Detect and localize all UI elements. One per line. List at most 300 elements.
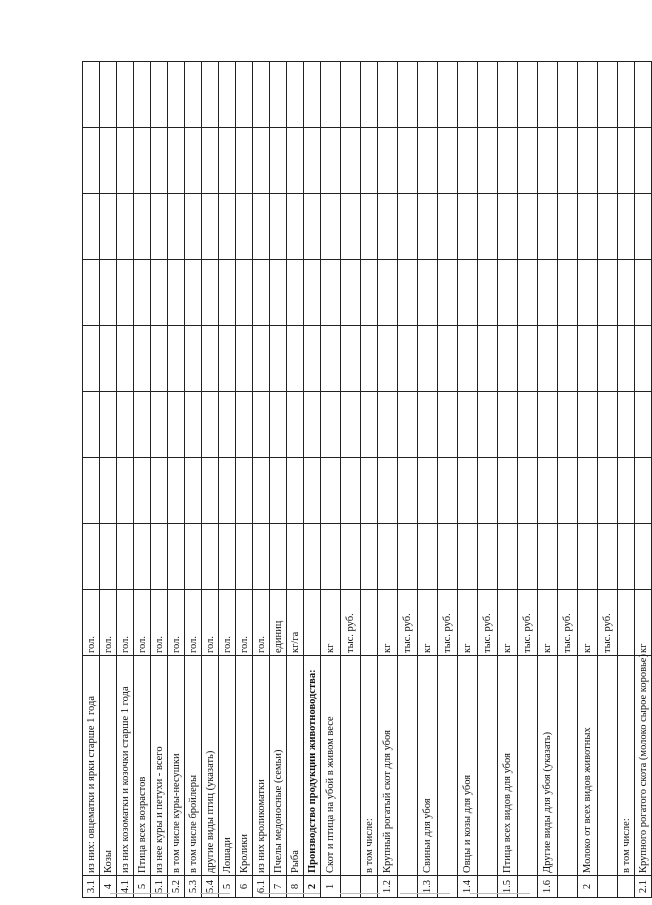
row-unit [361, 590, 378, 656]
table-row [418, 62, 438, 898]
value-cell [498, 392, 518, 458]
value-cell [253, 326, 270, 392]
value-cell [202, 194, 219, 260]
value-cell [618, 392, 635, 458]
value-cell [341, 128, 361, 194]
value-cell [100, 524, 117, 590]
value-cell [361, 524, 378, 590]
row-name: Птица всех возрастов [134, 656, 151, 876]
value-cell [598, 128, 618, 194]
row-unit: гол. [253, 590, 270, 656]
row-name: Крупного рогатого скота (молоко сырое коровье) [635, 656, 652, 876]
value-cell [478, 62, 498, 128]
table-row [287, 62, 304, 898]
value-cell [398, 194, 418, 260]
row-number [598, 876, 618, 898]
row-name: в том числе: [618, 656, 635, 876]
value-cell [202, 392, 219, 458]
table-row [618, 62, 635, 898]
row-number: 1.2 [378, 876, 398, 898]
value-cell [253, 458, 270, 524]
row-number: 5.2 [168, 876, 185, 898]
row-unit: единиц [270, 590, 287, 656]
value-cell [341, 392, 361, 458]
table-row [134, 62, 151, 898]
scan-artifact [340, 893, 380, 894]
value-cell [458, 260, 478, 326]
row-unit: тыс. руб. [341, 590, 361, 656]
value-cell [538, 524, 558, 590]
value-cell [635, 260, 652, 326]
value-cell [185, 326, 202, 392]
value-cell [321, 128, 341, 194]
value-cell [635, 524, 652, 590]
row-unit [618, 590, 635, 656]
row-unit: кг/га [287, 590, 304, 656]
value-cell [304, 524, 321, 590]
value-cell [578, 326, 598, 392]
value-cell [304, 392, 321, 458]
value-cell [378, 128, 398, 194]
row-number: 4.1 [117, 876, 134, 898]
row-number: 1.6 [538, 876, 558, 898]
value-cell [598, 458, 618, 524]
row-name: Производство продукции животноводства: [304, 656, 321, 876]
row-number [361, 876, 378, 898]
value-cell [438, 260, 458, 326]
row-unit: гол. [236, 590, 253, 656]
value-cell [478, 392, 498, 458]
row-name: Другие виды для убоя (указать) [538, 656, 558, 876]
value-cell [219, 128, 236, 194]
value-cell [287, 194, 304, 260]
table-row [185, 62, 202, 898]
value-cell [270, 458, 287, 524]
value-cell [478, 260, 498, 326]
value-cell [236, 260, 253, 326]
value-cell [598, 326, 618, 392]
value-cell [635, 128, 652, 194]
value-cell [438, 62, 458, 128]
row-name: Рыба [287, 656, 304, 876]
row-number [558, 876, 578, 898]
row-name: в том числе бройлеры [185, 656, 202, 876]
value-cell [558, 326, 578, 392]
value-cell [378, 524, 398, 590]
value-cell [117, 326, 134, 392]
value-cell [253, 524, 270, 590]
value-cell [618, 524, 635, 590]
value-cell [378, 62, 398, 128]
value-cell [304, 326, 321, 392]
value-cell [341, 524, 361, 590]
value-cell [134, 128, 151, 194]
row-unit: кг [635, 590, 652, 656]
value-cell [236, 524, 253, 590]
value-cell [185, 194, 202, 260]
value-cell [100, 458, 117, 524]
row-unit: гол. [151, 590, 168, 656]
table-row [321, 62, 341, 898]
row-unit: тыс. руб. [478, 590, 498, 656]
row-unit: гол. [117, 590, 134, 656]
table-row [83, 62, 100, 898]
value-cell [270, 62, 287, 128]
value-cell [168, 260, 185, 326]
row-number [518, 876, 538, 898]
row-name [341, 656, 361, 876]
value-cell [168, 128, 185, 194]
table-row [304, 62, 321, 898]
table-row [378, 62, 398, 898]
value-cell [538, 128, 558, 194]
value-cell [270, 326, 287, 392]
value-cell [518, 458, 538, 524]
value-cell [518, 128, 538, 194]
value-cell [270, 524, 287, 590]
row-unit: тыс. руб. [438, 590, 458, 656]
row-name: в том числе куры-несушки [168, 656, 185, 876]
value-cell [378, 194, 398, 260]
value-cell [83, 326, 100, 392]
value-cell [578, 260, 598, 326]
value-cell [287, 458, 304, 524]
value-cell [100, 326, 117, 392]
value-cell [438, 194, 458, 260]
value-cell [538, 392, 558, 458]
row-name: Скот и птица на убой в живом весе [321, 656, 341, 876]
value-cell [635, 392, 652, 458]
value-cell [236, 128, 253, 194]
row-number: 7 [270, 876, 287, 898]
value-cell [578, 392, 598, 458]
value-cell [287, 326, 304, 392]
scan-artifact [110, 893, 170, 894]
value-cell [398, 128, 418, 194]
value-cell [321, 326, 341, 392]
value-cell [518, 524, 538, 590]
table-row [538, 62, 558, 898]
value-cell [117, 392, 134, 458]
value-cell [341, 326, 361, 392]
value-cell [478, 194, 498, 260]
value-cell [168, 194, 185, 260]
value-cell [518, 260, 538, 326]
value-cell [253, 392, 270, 458]
value-cell [185, 392, 202, 458]
value-cell [578, 524, 598, 590]
row-name: из нее куры и петухи - всего [151, 656, 168, 876]
value-cell [321, 524, 341, 590]
value-cell [618, 194, 635, 260]
value-cell [304, 458, 321, 524]
row-number: 2 [578, 876, 598, 898]
row-number: 5 [219, 876, 236, 898]
row-number: 4 [100, 876, 117, 898]
value-cell [498, 458, 518, 524]
value-cell [100, 392, 117, 458]
value-cell [398, 392, 418, 458]
row-number: 1 [321, 876, 341, 898]
value-cell [538, 62, 558, 128]
value-cell [438, 458, 458, 524]
value-cell [321, 194, 341, 260]
value-cell [134, 260, 151, 326]
value-cell [478, 458, 498, 524]
table-row [558, 62, 578, 898]
value-cell [83, 62, 100, 128]
value-cell [321, 62, 341, 128]
value-cell [598, 392, 618, 458]
value-cell [398, 326, 418, 392]
value-cell [219, 260, 236, 326]
value-cell [304, 194, 321, 260]
row-unit: тыс. руб. [598, 590, 618, 656]
value-cell [598, 62, 618, 128]
value-cell [361, 458, 378, 524]
value-cell [287, 128, 304, 194]
value-cell [100, 194, 117, 260]
row-number: 6.1 [253, 876, 270, 898]
table-row [635, 62, 652, 898]
value-cell [598, 194, 618, 260]
value-cell [478, 524, 498, 590]
value-cell [618, 326, 635, 392]
value-cell [498, 326, 518, 392]
row-name: в том числе: [361, 656, 378, 876]
row-number: 5.1 [151, 876, 168, 898]
value-cell [361, 260, 378, 326]
value-cell [398, 524, 418, 590]
value-cell [202, 326, 219, 392]
value-cell [185, 524, 202, 590]
value-cell [117, 62, 134, 128]
row-unit: гол. [83, 590, 100, 656]
value-cell [202, 128, 219, 194]
value-cell [253, 260, 270, 326]
value-cell [287, 392, 304, 458]
value-cell [518, 392, 538, 458]
value-cell [418, 326, 438, 392]
row-unit: гол. [100, 590, 117, 656]
table-row [478, 62, 498, 898]
value-cell [361, 194, 378, 260]
rotated-page [82, 62, 649, 898]
row-number [341, 876, 361, 898]
row-number: 1.3 [418, 876, 438, 898]
value-cell [361, 62, 378, 128]
row-number [438, 876, 458, 898]
table-body [83, 62, 652, 898]
row-name: Свиньи для убоя [418, 656, 438, 876]
row-unit: тыс. руб. [558, 590, 578, 656]
value-cell [618, 458, 635, 524]
value-cell [458, 128, 478, 194]
value-cell [498, 62, 518, 128]
value-cell [458, 392, 478, 458]
value-cell [219, 392, 236, 458]
value-cell [635, 194, 652, 260]
value-cell [185, 458, 202, 524]
value-cell [202, 458, 219, 524]
table-row [270, 62, 287, 898]
value-cell [538, 260, 558, 326]
value-cell [361, 392, 378, 458]
value-cell [398, 458, 418, 524]
value-cell [558, 458, 578, 524]
value-cell [253, 128, 270, 194]
value-cell [635, 326, 652, 392]
row-name: Крупный рогатый скот для убоя [378, 656, 398, 876]
row-number: 2 [304, 876, 321, 898]
table-row [219, 62, 236, 898]
row-number: 2.1 [635, 876, 652, 898]
value-cell [100, 260, 117, 326]
value-cell [458, 194, 478, 260]
value-cell [558, 524, 578, 590]
value-cell [458, 458, 478, 524]
value-cell [100, 128, 117, 194]
value-cell [168, 62, 185, 128]
value-cell [287, 260, 304, 326]
value-cell [287, 62, 304, 128]
value-cell [598, 260, 618, 326]
value-cell [618, 128, 635, 194]
value-cell [635, 458, 652, 524]
row-unit: кг [498, 590, 518, 656]
livestock-table [82, 61, 652, 898]
row-number: 1.4 [458, 876, 478, 898]
row-name: Кролики [236, 656, 253, 876]
value-cell [151, 458, 168, 524]
value-cell [202, 524, 219, 590]
row-unit: кг [458, 590, 478, 656]
value-cell [236, 62, 253, 128]
row-number: 5 [134, 876, 151, 898]
value-cell [558, 62, 578, 128]
value-cell [151, 128, 168, 194]
value-cell [398, 260, 418, 326]
value-cell [236, 194, 253, 260]
scan-artifact [400, 893, 450, 894]
value-cell [219, 524, 236, 590]
value-cell [83, 194, 100, 260]
value-cell [151, 326, 168, 392]
value-cell [219, 62, 236, 128]
table-row [361, 62, 378, 898]
value-cell [341, 194, 361, 260]
row-name: Козы [100, 656, 117, 876]
value-cell [83, 458, 100, 524]
value-cell [418, 392, 438, 458]
value-cell [438, 392, 458, 458]
value-cell [458, 524, 478, 590]
value-cell [117, 458, 134, 524]
value-cell [418, 524, 438, 590]
table-row [253, 62, 270, 898]
value-cell [321, 392, 341, 458]
value-cell [341, 260, 361, 326]
row-unit: кг [578, 590, 598, 656]
value-cell [304, 128, 321, 194]
table-row [236, 62, 253, 898]
row-unit: гол. [134, 590, 151, 656]
row-number [398, 876, 418, 898]
row-name: Пчелы медоносные (семьи) [270, 656, 287, 876]
value-cell [168, 326, 185, 392]
row-unit [304, 590, 321, 656]
row-name [398, 656, 418, 876]
value-cell [185, 128, 202, 194]
value-cell [418, 62, 438, 128]
value-cell [538, 194, 558, 260]
table-row [117, 62, 134, 898]
value-cell [134, 326, 151, 392]
value-cell [498, 524, 518, 590]
value-cell [117, 194, 134, 260]
row-unit: гол. [168, 590, 185, 656]
row-number: 5.4 [202, 876, 219, 898]
row-name [558, 656, 578, 876]
value-cell [253, 62, 270, 128]
table-row [498, 62, 518, 898]
value-cell [100, 62, 117, 128]
scan-artifact [470, 893, 530, 894]
table-row [518, 62, 538, 898]
value-cell [498, 260, 518, 326]
table-row [202, 62, 219, 898]
row-number: 3.1 [83, 876, 100, 898]
value-cell [498, 128, 518, 194]
table-row [438, 62, 458, 898]
value-cell [578, 62, 598, 128]
row-name [438, 656, 458, 876]
value-cell [236, 458, 253, 524]
value-cell [321, 260, 341, 326]
value-cell [378, 326, 398, 392]
value-cell [635, 62, 652, 128]
scan-artifact [260, 893, 320, 894]
row-name: Молоко от всех видов животных [578, 656, 598, 876]
row-name [598, 656, 618, 876]
value-cell [578, 128, 598, 194]
value-cell [478, 128, 498, 194]
row-name [518, 656, 538, 876]
value-cell [134, 194, 151, 260]
value-cell [270, 128, 287, 194]
value-cell [378, 458, 398, 524]
value-cell [518, 326, 538, 392]
table-row [398, 62, 418, 898]
value-cell [202, 260, 219, 326]
value-cell [438, 524, 458, 590]
row-number [618, 876, 635, 898]
row-unit: тыс. руб. [518, 590, 538, 656]
value-cell [134, 458, 151, 524]
value-cell [185, 260, 202, 326]
value-cell [270, 260, 287, 326]
value-cell [236, 392, 253, 458]
value-cell [219, 194, 236, 260]
value-cell [398, 62, 418, 128]
value-cell [578, 458, 598, 524]
value-cell [498, 194, 518, 260]
value-cell [304, 260, 321, 326]
value-cell [168, 458, 185, 524]
value-cell [117, 524, 134, 590]
value-cell [458, 62, 478, 128]
value-cell [304, 62, 321, 128]
